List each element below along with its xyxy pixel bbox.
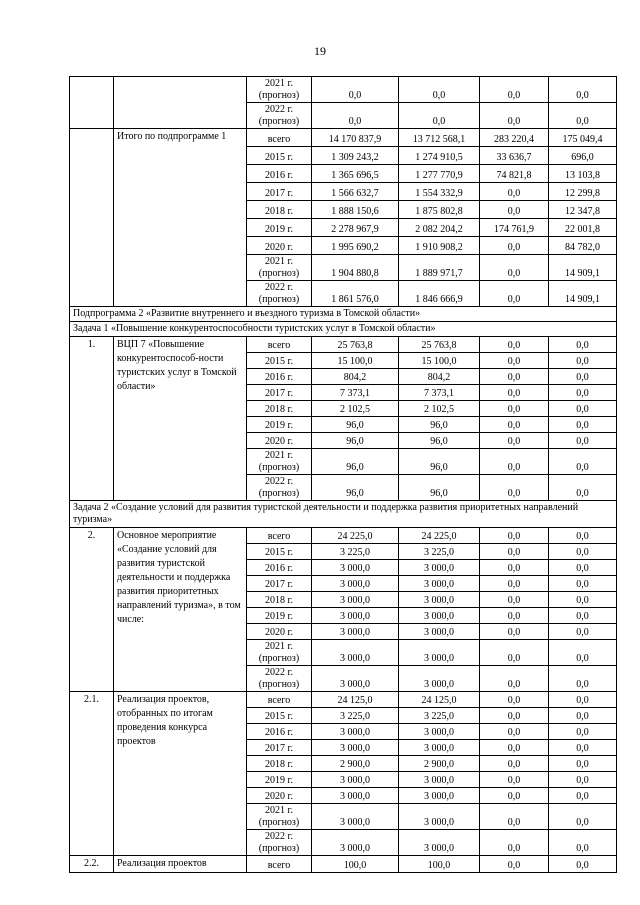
value-cell: 3 000,0	[312, 560, 399, 576]
value-cell: 100,0	[312, 856, 399, 873]
value-cell: 3 225,0	[399, 544, 480, 560]
section-title: Подпрограмма 2 «Развитие внутреннего и въездного туризма в Томской области»	[70, 307, 617, 322]
period-cell: 2021 г. (прогноз)	[247, 77, 312, 103]
period-cell: 2020 г.	[247, 237, 312, 255]
period-cell: 2022 г. (прогноз)	[247, 281, 312, 307]
value-cell: 100,0	[399, 856, 480, 873]
value-cell: 0,0	[549, 608, 617, 624]
value-cell: 1 309 243,2	[312, 147, 399, 165]
value-cell: 0,0	[549, 640, 617, 666]
value-cell: 3 000,0	[312, 724, 399, 740]
value-cell: 24 225,0	[312, 528, 399, 544]
value-cell: 1 566 632,7	[312, 183, 399, 201]
value-cell: 0,0	[480, 560, 549, 576]
value-cell: 3 000,0	[312, 624, 399, 640]
value-cell: 0,0	[549, 77, 617, 103]
value-cell: 3 000,0	[312, 804, 399, 830]
value-cell: 3 000,0	[399, 724, 480, 740]
value-cell: 0,0	[480, 708, 549, 724]
value-cell: 0,0	[549, 369, 617, 385]
value-cell: 0,0	[480, 401, 549, 417]
value-cell: 0,0	[480, 337, 549, 353]
value-cell: 0,0	[312, 77, 399, 103]
value-cell: 3 000,0	[399, 804, 480, 830]
item-name: Основное мероприятие «Создание условий для развития туристской деятельности и поддержка развития приоритетных направлений туризма», в том числе:	[114, 528, 247, 692]
table-row	[70, 528, 617, 544]
value-cell: 0,0	[549, 856, 617, 873]
table-row	[70, 692, 617, 708]
item-number: 2.2.	[70, 856, 114, 873]
value-cell: 0,0	[480, 666, 549, 692]
item-number	[70, 129, 114, 307]
value-cell: 3 000,0	[312, 788, 399, 804]
value-cell: 3 225,0	[312, 708, 399, 724]
value-cell: 0,0	[549, 528, 617, 544]
value-cell: 0,0	[480, 740, 549, 756]
value-cell: 0,0	[480, 281, 549, 307]
value-cell: 0,0	[549, 417, 617, 433]
value-cell: 2 900,0	[399, 756, 480, 772]
period-cell: 2016 г.	[247, 560, 312, 576]
value-cell: 96,0	[399, 475, 480, 501]
value-cell: 12 299,8	[549, 183, 617, 201]
item-name: Реализация проектов, отобранных по итогам проведения конкурса проектов	[114, 692, 247, 856]
period-cell: 2018 г.	[247, 201, 312, 219]
section-header-row	[70, 307, 617, 322]
value-cell: 3 000,0	[399, 624, 480, 640]
value-cell: 1 274 910,5	[399, 147, 480, 165]
value-cell: 0,0	[549, 433, 617, 449]
value-cell: 0,0	[549, 576, 617, 592]
value-cell: 3 000,0	[399, 608, 480, 624]
value-cell: 24 225,0	[399, 528, 480, 544]
period-cell: 2017 г.	[247, 183, 312, 201]
period-cell: 2020 г.	[247, 624, 312, 640]
value-cell: 0,0	[480, 544, 549, 560]
period-cell: 2021 г. (прогноз)	[247, 255, 312, 281]
value-cell: 1 910 908,2	[399, 237, 480, 255]
period-cell: 2020 г.	[247, 433, 312, 449]
table-body	[70, 77, 617, 873]
period-cell: 2018 г.	[247, 756, 312, 772]
value-cell: 24 125,0	[399, 692, 480, 708]
item-number: 1.	[70, 337, 114, 501]
value-cell: 3 000,0	[312, 830, 399, 856]
value-cell: 1 995 690,2	[312, 237, 399, 255]
period-cell: 2015 г.	[247, 147, 312, 165]
value-cell: 2 278 967,9	[312, 219, 399, 237]
value-cell: 0,0	[480, 369, 549, 385]
item-name: Реализация проектов	[114, 856, 247, 873]
value-cell: 0,0	[549, 103, 617, 129]
value-cell: 1 888 150,6	[312, 201, 399, 219]
value-cell: 0,0	[480, 433, 549, 449]
period-cell: 2017 г.	[247, 740, 312, 756]
value-cell: 1 846 666,9	[399, 281, 480, 307]
value-cell: 0,0	[480, 788, 549, 804]
table-row	[70, 77, 617, 103]
value-cell: 74 821,8	[480, 165, 549, 183]
page-number: 19	[314, 44, 326, 58]
value-cell: 24 125,0	[312, 692, 399, 708]
value-cell: 0,0	[480, 756, 549, 772]
value-cell: 2 082 204,2	[399, 219, 480, 237]
period-cell: 2021 г. (прогноз)	[247, 449, 312, 475]
value-cell: 3 000,0	[312, 666, 399, 692]
value-cell: 0,0	[480, 237, 549, 255]
value-cell: 0,0	[480, 608, 549, 624]
period-cell: 2015 г.	[247, 544, 312, 560]
value-cell: 12 347,8	[549, 201, 617, 219]
value-cell: 84 782,0	[549, 237, 617, 255]
value-cell: 0,0	[549, 740, 617, 756]
value-cell: 3 000,0	[399, 830, 480, 856]
value-cell: 14 170 837,9	[312, 129, 399, 147]
value-cell: 0,0	[312, 103, 399, 129]
value-cell: 0,0	[399, 103, 480, 129]
period-cell: 2019 г.	[247, 772, 312, 788]
value-cell: 0,0	[480, 592, 549, 608]
value-cell: 7 373,1	[399, 385, 480, 401]
value-cell: 1 889 971,7	[399, 255, 480, 281]
value-cell: 96,0	[399, 433, 480, 449]
value-cell: 0,0	[399, 77, 480, 103]
value-cell: 3 000,0	[399, 666, 480, 692]
value-cell: 804,2	[312, 369, 399, 385]
value-cell: 1 904 880,8	[312, 255, 399, 281]
period-cell: 2021 г. (прогноз)	[247, 640, 312, 666]
value-cell: 1 365 696,5	[312, 165, 399, 183]
item-number	[70, 77, 114, 129]
value-cell: 96,0	[312, 449, 399, 475]
period-cell: 2018 г.	[247, 592, 312, 608]
value-cell: 0,0	[480, 183, 549, 201]
value-cell: 0,0	[480, 856, 549, 873]
period-cell: 2019 г.	[247, 417, 312, 433]
period-cell: 2016 г.	[247, 165, 312, 183]
budget-table	[69, 76, 617, 873]
value-cell: 1 277 770,9	[399, 165, 480, 183]
value-cell: 2 102,5	[399, 401, 480, 417]
section-header-row	[70, 501, 617, 528]
value-cell: 0,0	[549, 449, 617, 475]
period-cell: 2017 г.	[247, 385, 312, 401]
value-cell: 0,0	[480, 417, 549, 433]
value-cell: 7 373,1	[312, 385, 399, 401]
value-cell: 15 100,0	[312, 353, 399, 369]
value-cell: 696,0	[549, 147, 617, 165]
value-cell: 3 000,0	[399, 772, 480, 788]
value-cell: 0,0	[549, 560, 617, 576]
period-cell: 2015 г.	[247, 353, 312, 369]
value-cell: 33 636,7	[480, 147, 549, 165]
period-cell: всего	[247, 528, 312, 544]
value-cell: 283 220,4	[480, 129, 549, 147]
value-cell: 0,0	[480, 692, 549, 708]
value-cell: 0,0	[549, 772, 617, 788]
table-row	[70, 337, 617, 353]
value-cell: 96,0	[312, 417, 399, 433]
period-cell: 2020 г.	[247, 788, 312, 804]
value-cell: 25 763,8	[399, 337, 480, 353]
value-cell: 3 000,0	[399, 592, 480, 608]
value-cell: 3 000,0	[312, 772, 399, 788]
value-cell: 0,0	[549, 475, 617, 501]
value-cell: 0,0	[549, 692, 617, 708]
value-cell: 3 000,0	[312, 740, 399, 756]
period-cell: 2017 г.	[247, 576, 312, 592]
value-cell: 0,0	[480, 475, 549, 501]
value-cell: 0,0	[549, 666, 617, 692]
period-cell: 2022 г. (прогноз)	[247, 475, 312, 501]
section-header-row	[70, 322, 617, 337]
period-cell: всего	[247, 337, 312, 353]
value-cell: 14 909,1	[549, 281, 617, 307]
value-cell: 0,0	[549, 830, 617, 856]
value-cell: 3 000,0	[312, 608, 399, 624]
period-cell: всего	[247, 856, 312, 873]
value-cell: 96,0	[399, 449, 480, 475]
value-cell: 3 000,0	[399, 740, 480, 756]
value-cell: 15 100,0	[399, 353, 480, 369]
value-cell: 1 861 576,0	[312, 281, 399, 307]
value-cell: 3 000,0	[399, 640, 480, 666]
value-cell: 0,0	[549, 708, 617, 724]
value-cell: 0,0	[549, 804, 617, 830]
period-cell: 2021 г. (прогноз)	[247, 804, 312, 830]
value-cell: 0,0	[549, 385, 617, 401]
value-cell: 14 909,1	[549, 255, 617, 281]
period-cell: 2019 г.	[247, 219, 312, 237]
value-cell: 0,0	[549, 401, 617, 417]
value-cell: 0,0	[480, 640, 549, 666]
value-cell: 13 712 568,1	[399, 129, 480, 147]
value-cell: 0,0	[480, 449, 549, 475]
item-name: ВЦП 7 «Повышение конкурентоспособ-ности туристских услуг в Томской области»	[114, 337, 247, 501]
value-cell: 96,0	[312, 475, 399, 501]
value-cell: 0,0	[480, 830, 549, 856]
value-cell: 0,0	[480, 255, 549, 281]
item-name: Итого по подпрограмме 1	[114, 129, 247, 307]
value-cell: 0,0	[549, 337, 617, 353]
section-title: Задача 1 «Повышение конкурентоспособности туристских услуг в Томской области»	[70, 322, 617, 337]
item-number: 2.	[70, 528, 114, 692]
item-number: 2.1.	[70, 692, 114, 856]
value-cell: 3 000,0	[312, 640, 399, 666]
period-cell: 2022 г. (прогноз)	[247, 103, 312, 129]
period-cell: 2022 г. (прогноз)	[247, 666, 312, 692]
value-cell: 2 900,0	[312, 756, 399, 772]
value-cell: 0,0	[549, 353, 617, 369]
period-cell: 2015 г.	[247, 708, 312, 724]
value-cell: 804,2	[399, 369, 480, 385]
value-cell: 0,0	[480, 624, 549, 640]
value-cell: 3 225,0	[399, 708, 480, 724]
value-cell: 25 763,8	[312, 337, 399, 353]
value-cell: 0,0	[480, 724, 549, 740]
value-cell: 3 000,0	[399, 788, 480, 804]
item-name	[114, 77, 247, 129]
value-cell: 13 103,8	[549, 165, 617, 183]
value-cell: 3 000,0	[312, 576, 399, 592]
value-cell: 0,0	[480, 385, 549, 401]
period-cell: 2016 г.	[247, 369, 312, 385]
value-cell: 0,0	[480, 576, 549, 592]
value-cell: 0,0	[480, 772, 549, 788]
value-cell: 2 102,5	[312, 401, 399, 417]
period-cell: 2022 г. (прогноз)	[247, 830, 312, 856]
value-cell: 0,0	[480, 77, 549, 103]
period-cell: 2019 г.	[247, 608, 312, 624]
value-cell: 3 000,0	[399, 560, 480, 576]
value-cell: 0,0	[549, 788, 617, 804]
value-cell: 3 000,0	[312, 592, 399, 608]
value-cell: 0,0	[549, 624, 617, 640]
value-cell: 175 049,4	[549, 129, 617, 147]
period-cell: всего	[247, 129, 312, 147]
value-cell: 0,0	[549, 724, 617, 740]
value-cell: 0,0	[480, 103, 549, 129]
period-cell: 2018 г.	[247, 401, 312, 417]
value-cell: 1 554 332,9	[399, 183, 480, 201]
value-cell: 0,0	[549, 756, 617, 772]
value-cell: 22 001,8	[549, 219, 617, 237]
table-row	[70, 129, 617, 147]
value-cell: 0,0	[480, 201, 549, 219]
period-cell: 2016 г.	[247, 724, 312, 740]
value-cell: 0,0	[549, 544, 617, 560]
section-title: Задача 2 «Создание условий для развития туристской деятельности и поддержка развития приоритетных направлений туризма»	[70, 501, 617, 528]
period-cell: всего	[247, 692, 312, 708]
value-cell: 3 225,0	[312, 544, 399, 560]
value-cell: 96,0	[312, 433, 399, 449]
value-cell: 0,0	[480, 528, 549, 544]
value-cell: 0,0	[549, 592, 617, 608]
value-cell: 1 875 802,8	[399, 201, 480, 219]
value-cell: 3 000,0	[399, 576, 480, 592]
value-cell: 96,0	[399, 417, 480, 433]
table-row	[70, 856, 617, 873]
value-cell: 174 761,9	[480, 219, 549, 237]
value-cell: 0,0	[480, 804, 549, 830]
value-cell: 0,0	[480, 353, 549, 369]
